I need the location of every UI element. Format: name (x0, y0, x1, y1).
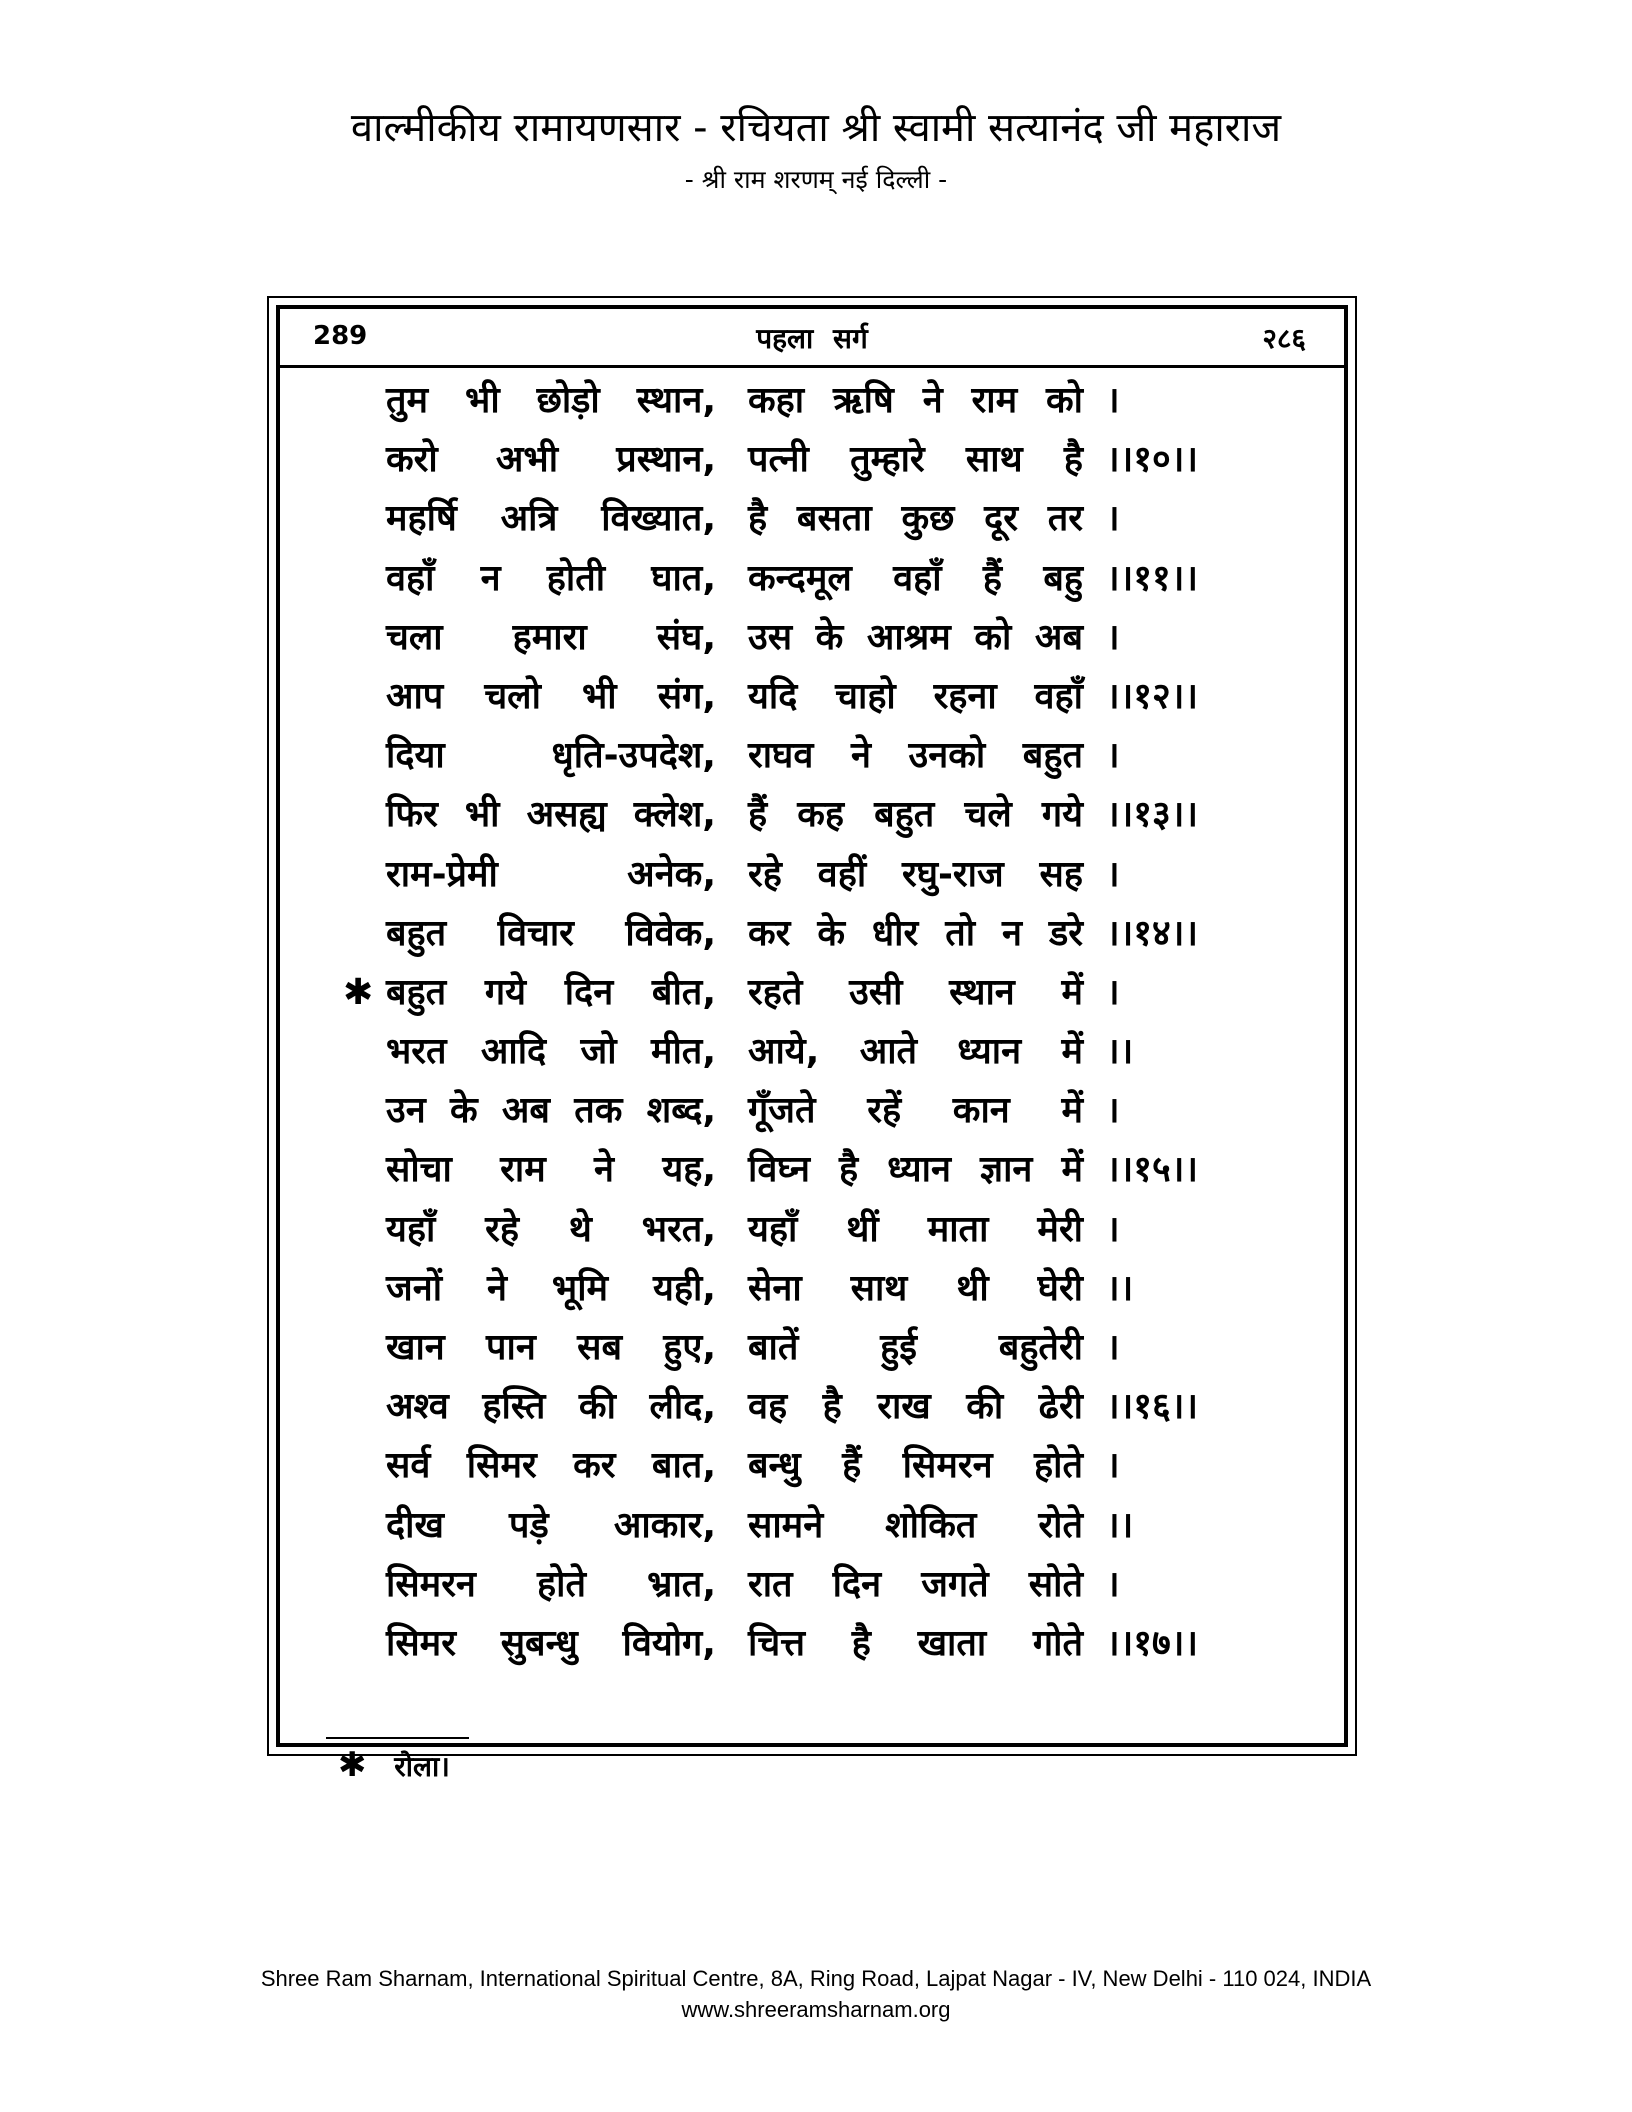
verse-second-half: रहे वहीं रघु-राज सह (748, 853, 1083, 895)
page-number-devanagari: २८६ (1262, 322, 1306, 355)
verse-second-half: कर के धीर तो न डरे (748, 912, 1083, 954)
verse-first-half: करो अभी प्रस्थान, (386, 439, 716, 481)
footer-address: Shree Ram Sharnam, International Spiritual Centre, 8A, Ring Road, Lajpat Nagar - IV, New Delhi - 110 024, INDIA (260, 1966, 1372, 1991)
verse-first-half: भरत आदि जो मीत, (386, 1031, 716, 1073)
verse-line (280, 726, 1344, 785)
verse-line (280, 489, 1344, 548)
verse-line (280, 1436, 1344, 1495)
verse-second-half: हैं कह बहुत चले गये (748, 794, 1083, 836)
verse-line (280, 430, 1344, 489)
verse-first-half: महर्षि अत्रि विख्यात, (386, 498, 716, 540)
verse-end-mark: ।।१६।। (1106, 1386, 1199, 1428)
verse-line (280, 1081, 1344, 1140)
footnote-asterisk-icon: ✱ (338, 1745, 367, 1785)
verse-second-half: उस के आश्रम को अब (748, 616, 1083, 658)
verse-first-half: सर्व सिमर कर बात, (386, 1445, 716, 1487)
verse-second-half: कहा ऋषि ने राम को (748, 380, 1083, 421)
book-page-inner-border (276, 305, 1348, 1785)
verse-second-half: रहते उसी स्थान में (748, 971, 1083, 1013)
verse-line (280, 1022, 1344, 1081)
verse-end-mark: । (1106, 380, 1120, 421)
verse-end-mark: ।।१४।। (1106, 912, 1199, 954)
verse-first-half: आप चलो भी संग, (386, 675, 716, 717)
verse-second-half: राघव ने उनको बहुत (748, 735, 1083, 777)
running-head (280, 309, 1344, 368)
verse-end-mark: । (1106, 1327, 1120, 1368)
verse-end-mark: ।।१५।। (1106, 1149, 1199, 1191)
verse-first-half: खान पान सब हुए, (386, 1327, 716, 1368)
verse-end-mark: । (1106, 1445, 1120, 1487)
verse-end-mark: ।। (1106, 1031, 1134, 1073)
verse-list (280, 371, 1344, 1673)
verse-line (280, 667, 1344, 726)
verse-second-half: सामने शोकित रोते (748, 1504, 1083, 1546)
verse-second-half: चित्त है खाता गोते (748, 1622, 1083, 1664)
verse-line (280, 371, 1344, 430)
verse-line (280, 1200, 1344, 1259)
verse-line (280, 608, 1344, 667)
verse-first-half: अश्व हस्ति की लीद, (386, 1386, 716, 1428)
verse-end-mark: ।।१७।। (1106, 1622, 1199, 1664)
verse-line (280, 549, 1344, 608)
verse-line (280, 1614, 1344, 1673)
footnote (338, 1745, 450, 1785)
verse-first-half: सिमरन होते भ्रात, (386, 1563, 716, 1605)
verse-line (280, 963, 1344, 1022)
verse-end-mark: । (1106, 853, 1120, 895)
page-number-latin: 289 (313, 321, 368, 351)
verse-line (280, 1555, 1344, 1614)
verse-first-half: तुम भी छोड़ो स्थान, (386, 380, 716, 421)
verse-second-half: वह है राख की ढेरी (748, 1386, 1083, 1428)
verse-second-half: यदि चाहो रहना वहाँ (748, 675, 1083, 717)
verse-end-mark: ।।११।। (1106, 557, 1199, 599)
verse-end-mark: ।।१२।। (1106, 675, 1199, 717)
verse-first-half: उन के अब तक शब्द, (386, 1090, 716, 1132)
verse-end-mark: । (1106, 971, 1120, 1013)
verse-second-half: सेना साथ थी घेरी (748, 1267, 1083, 1309)
book-page-frame (267, 296, 1357, 1785)
verse-first-half: फिर भी असह्य क्लेश, (386, 794, 716, 836)
verse-first-half: बहुत गये दिन बीत, (386, 971, 716, 1013)
verse-second-half: गूँजते रहें कान में (748, 1090, 1083, 1132)
verse-second-half: रात दिन जगते सोते (748, 1563, 1083, 1605)
verse-end-mark: । (1106, 498, 1120, 540)
verse-first-half: चला हमारा संघ, (386, 616, 716, 658)
verse-second-half: यहाँ थीं माता मेरी (748, 1208, 1083, 1250)
verse-second-half: है बसता कुछ दूर तर (748, 498, 1083, 540)
verse-line (280, 1377, 1344, 1436)
verse-second-half: पत्नी तुम्हारे साथ है (748, 439, 1083, 481)
verse-line (280, 1140, 1344, 1199)
section-title: पहला सर्ग (756, 322, 868, 355)
verse-first-half: जनों ने भूमि यही, (386, 1267, 716, 1309)
header-title: वाल्मीकीय रामायणसार - रचियता श्री स्वामी सत्यानंद जी महाराज (350, 105, 1282, 151)
verse-end-mark: । (1106, 1090, 1120, 1132)
footnote-text: रोला। (394, 1750, 450, 1783)
verse-line (280, 1496, 1344, 1555)
verse-second-half: आये, आते ध्यान में (748, 1031, 1083, 1073)
verse-end-mark: ।। (1106, 1267, 1134, 1309)
verse-end-mark: । (1106, 1563, 1120, 1605)
verse-end-mark: । (1106, 616, 1120, 658)
verse-second-half: बातें हुई बहुतेरी (748, 1327, 1083, 1368)
verse-first-half: सिमर सुबन्धु वियोग, (386, 1622, 716, 1664)
footnote-rule (326, 1737, 469, 1739)
verse-first-half: सोचा राम ने यह, (386, 1149, 716, 1191)
verse-end-mark: ।। (1106, 1504, 1134, 1546)
verse-first-half: यहाँ रहे थे भरत, (386, 1208, 716, 1250)
verse-end-mark: ।।१०।। (1106, 439, 1199, 481)
verse-second-half: कन्दमूल वहाँ हैं बहु (748, 557, 1083, 599)
verse-end-mark: । (1106, 735, 1120, 777)
verse-end-mark: ।।१३।। (1106, 794, 1199, 836)
verse-end-mark: । (1106, 1208, 1120, 1250)
verse-asterisk-icon: ✱ (343, 971, 374, 1013)
verse-first-half: दीख पड़े आकार, (386, 1504, 716, 1546)
verse-first-half: दिया धृति-उपदेश, (386, 735, 716, 777)
footer-website: www.shreeramsharnam.org (681, 1997, 951, 2022)
page-footer (0, 1963, 1632, 2025)
verse-line (280, 785, 1344, 844)
verse-first-half: राम-प्रेमी अनेक, (386, 853, 716, 895)
verse-second-half: बन्धु हैं सिमरन होते (748, 1445, 1083, 1487)
verse-first-half: वहाँ न होती घात, (386, 557, 716, 599)
verse-line (280, 1318, 1344, 1377)
verse-line (280, 904, 1344, 963)
verse-line (280, 1259, 1344, 1318)
verse-second-half: विघ्न है ध्यान ज्ञान में (748, 1149, 1083, 1191)
verse-first-half: बहुत विचार विवेक, (386, 912, 716, 954)
page-header (0, 100, 1632, 200)
header-subtitle: - श्री राम शरणम् नई दिल्ली - (684, 165, 948, 194)
verse-line (280, 845, 1344, 904)
